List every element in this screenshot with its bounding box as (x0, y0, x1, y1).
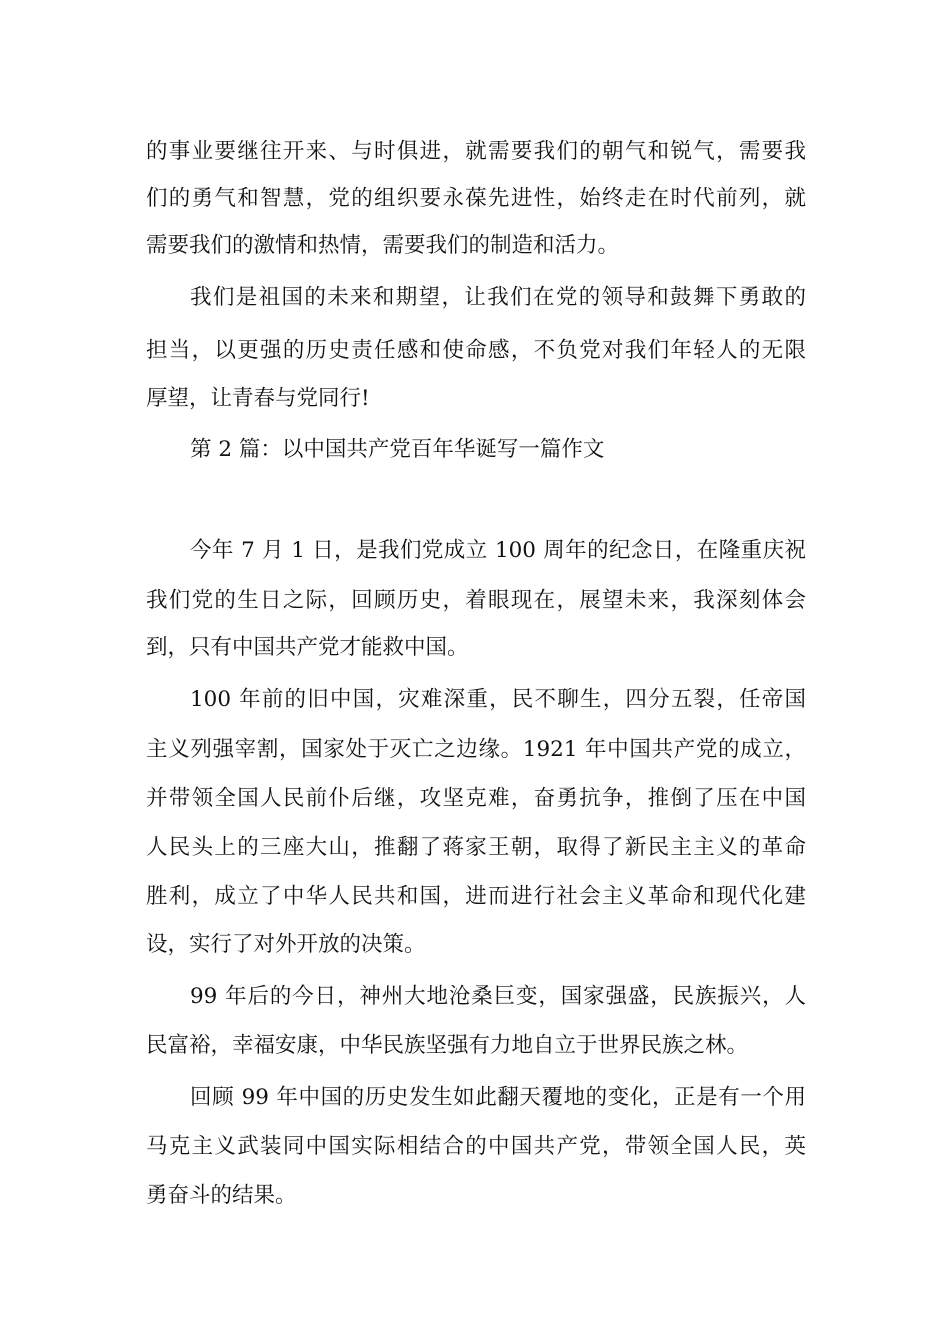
paragraph-4-line-1: 100 年前的旧中国，灾难深重，民不聊生，四分五裂，任帝国 (190, 687, 806, 712)
paragraph-3-line-3: 到，只有中国共产党才能救中国。 (146, 635, 469, 660)
paragraph-2-line-3: 厚望，让青春与党同行! (146, 386, 370, 411)
section-heading: 第 2 篇：以中国共产党百年华诞写一篇作文 (190, 437, 605, 462)
paragraph-4-line-4: 人民头上的三座大山，推翻了蒋家王朝，取得了新民主主义的革命 (146, 835, 806, 860)
paragraph-3-line-1: 今年 7 月 1 日，是我们党成立 100 周年的纪念日，在隆重庆祝 (190, 538, 806, 563)
paragraph-4-line-3: 并带领全国人民前仆后继，攻坚克难，奋勇抗争，推倒了压在中国 (146, 786, 806, 811)
paragraph-1-line-1: 的事业要继往开来、与时俱进，就需要我们的朝气和锐气，需要我 (146, 139, 806, 164)
paragraph-2-line-2: 担当，以更强的历史责任感和使命感，不负党对我们年轻人的无限 (146, 338, 806, 363)
paragraph-6-line-1: 回顾 99 年中国的历史发生如此翻天覆地的变化，正是有一个用 (190, 1085, 806, 1110)
paragraph-4-line-6: 设，实行了对外开放的决策。 (146, 932, 426, 957)
paragraph-1-line-3: 需要我们的激情和热情，需要我们的制造和活力。 (146, 233, 620, 258)
paragraph-6-line-3: 勇奋斗的结果。 (146, 1183, 297, 1208)
paragraph-5-line-2: 民富裕，幸福安康，中华民族坚强有力地自立于世界民族之林。 (146, 1033, 749, 1058)
paragraph-3-line-2: 我们党的生日之际，回顾历史，着眼现在，展望未来，我深刻体会 (146, 588, 806, 613)
paragraph-2-line-1: 我们是祖国的未来和期望，让我们在党的领导和鼓舞下勇敢的 (190, 285, 806, 310)
paragraph-4-line-2: 主义列强宰割，国家处于灭亡之边缘。1921 年中国共产党的成立， (146, 737, 806, 762)
paragraph-1-line-2: 们的勇气和智慧，党的组织要永葆先进性，始终走在时代前列，就 (146, 186, 806, 211)
paragraph-6-line-2: 马克主义武装同中国实际相结合的中国共产党，带领全国人民，英 (146, 1134, 806, 1159)
paragraph-4-line-5: 胜利，成立了中华人民共和国，进而进行社会主义革命和现代化建 (146, 884, 806, 909)
paragraph-5-line-1: 99 年后的今日，神州大地沧桑巨变，国家强盛，民族振兴，人 (190, 984, 806, 1009)
